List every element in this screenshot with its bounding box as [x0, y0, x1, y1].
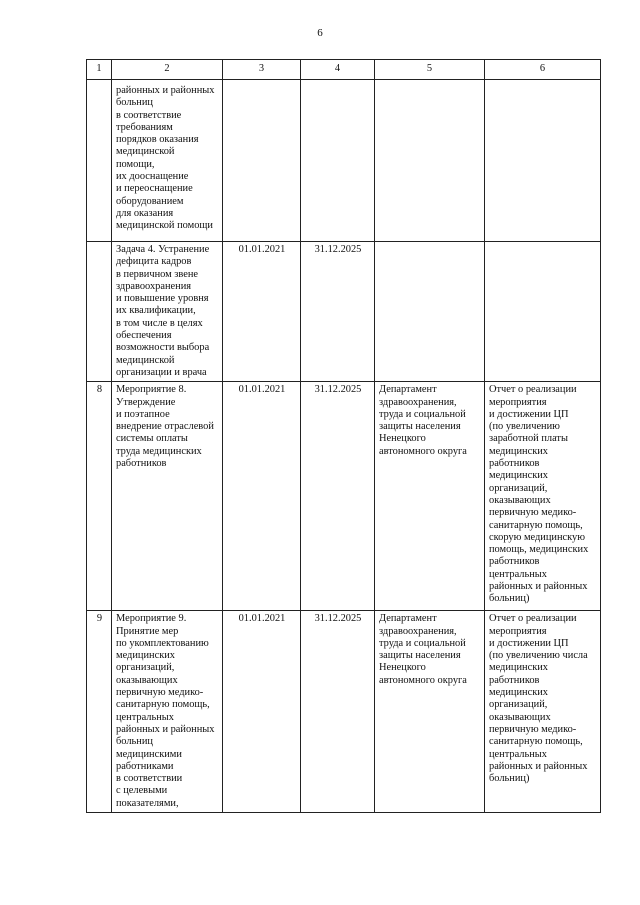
result-cell: Отчет о реализации мероприятия и достижении ЦП (по увеличению заработной платы медицинских работников медицинских организаций, оказывающих первичную медико- санитарную помощь, скорую медицинскую помощь, медицинских работников центральных районных и районных больниц): [485, 382, 601, 611]
end-date-cell: 31.12.2025: [301, 611, 375, 813]
column-header-4: 4: [301, 60, 375, 80]
result-cell: [485, 80, 601, 242]
measure-text-cell: районных и районных больниц в соответствие требованиям порядков оказания медицинской помощи, их дооснащение и переоснащение оборудованием для оказания медицинской помощи: [112, 80, 223, 242]
measure-text-cell: Мероприятие 9. Принятие мер по укомплектованию медицинских организаций, оказывающих первичную медико- санитарную помощь, центральных районных и районных больниц медицинскими работниками в соответствии с целевыми показателями,: [112, 611, 223, 813]
column-header-6: 6: [485, 60, 601, 80]
measure-text-cell: Мероприятие 8. Утверждение и поэтапное внедрение отраслевой системы оплаты труда медицинских работников: [112, 382, 223, 611]
column-header-3: 3: [223, 60, 301, 80]
row-number-cell: 9: [87, 611, 112, 813]
end-date-cell: [301, 80, 375, 242]
table-row: [87, 382, 601, 611]
row-number-cell: [87, 80, 112, 242]
table-row: [87, 242, 601, 382]
start-date-cell: [223, 80, 301, 242]
result-cell: [485, 242, 601, 382]
result-cell: Отчет о реализации мероприятия и достижении ЦП (по увеличению числа медицинских работников медицинских организаций, оказывающих первичную медико- санитарную помощь, центральных районных и районных больниц): [485, 611, 601, 813]
column-header-5: 5: [375, 60, 485, 80]
executor-cell: Департамент здравоохранения, труда и социальной защиты населения Ненецкого автономного округа: [375, 611, 485, 813]
start-date-cell: 01.01.2021: [223, 382, 301, 611]
executor-cell: Департамент здравоохранения, труда и социальной защиты населения Ненецкого автономного округа: [375, 382, 485, 611]
measures-table: [86, 59, 601, 813]
table-row: [87, 80, 601, 242]
measure-text-cell: Задача 4. Устранение дефицита кадров в первичном звене здравоохранения и повышение уровня их квалификации, в том числе в целях обеспечения возможности выбора медицинской организации и врача: [112, 242, 223, 382]
end-date-cell: 31.12.2025: [301, 242, 375, 382]
end-date-cell: 31.12.2025: [301, 382, 375, 611]
row-number-cell: [87, 242, 112, 382]
table-row: [87, 611, 601, 813]
start-date-cell: 01.01.2021: [223, 611, 301, 813]
table-header-row: [87, 60, 601, 80]
column-header-1: 1: [87, 60, 112, 80]
column-header-2: 2: [112, 60, 223, 80]
start-date-cell: 01.01.2021: [223, 242, 301, 382]
executor-cell: [375, 80, 485, 242]
page-number: 6: [317, 27, 323, 39]
row-number-cell: 8: [87, 382, 112, 611]
executor-cell: [375, 242, 485, 382]
